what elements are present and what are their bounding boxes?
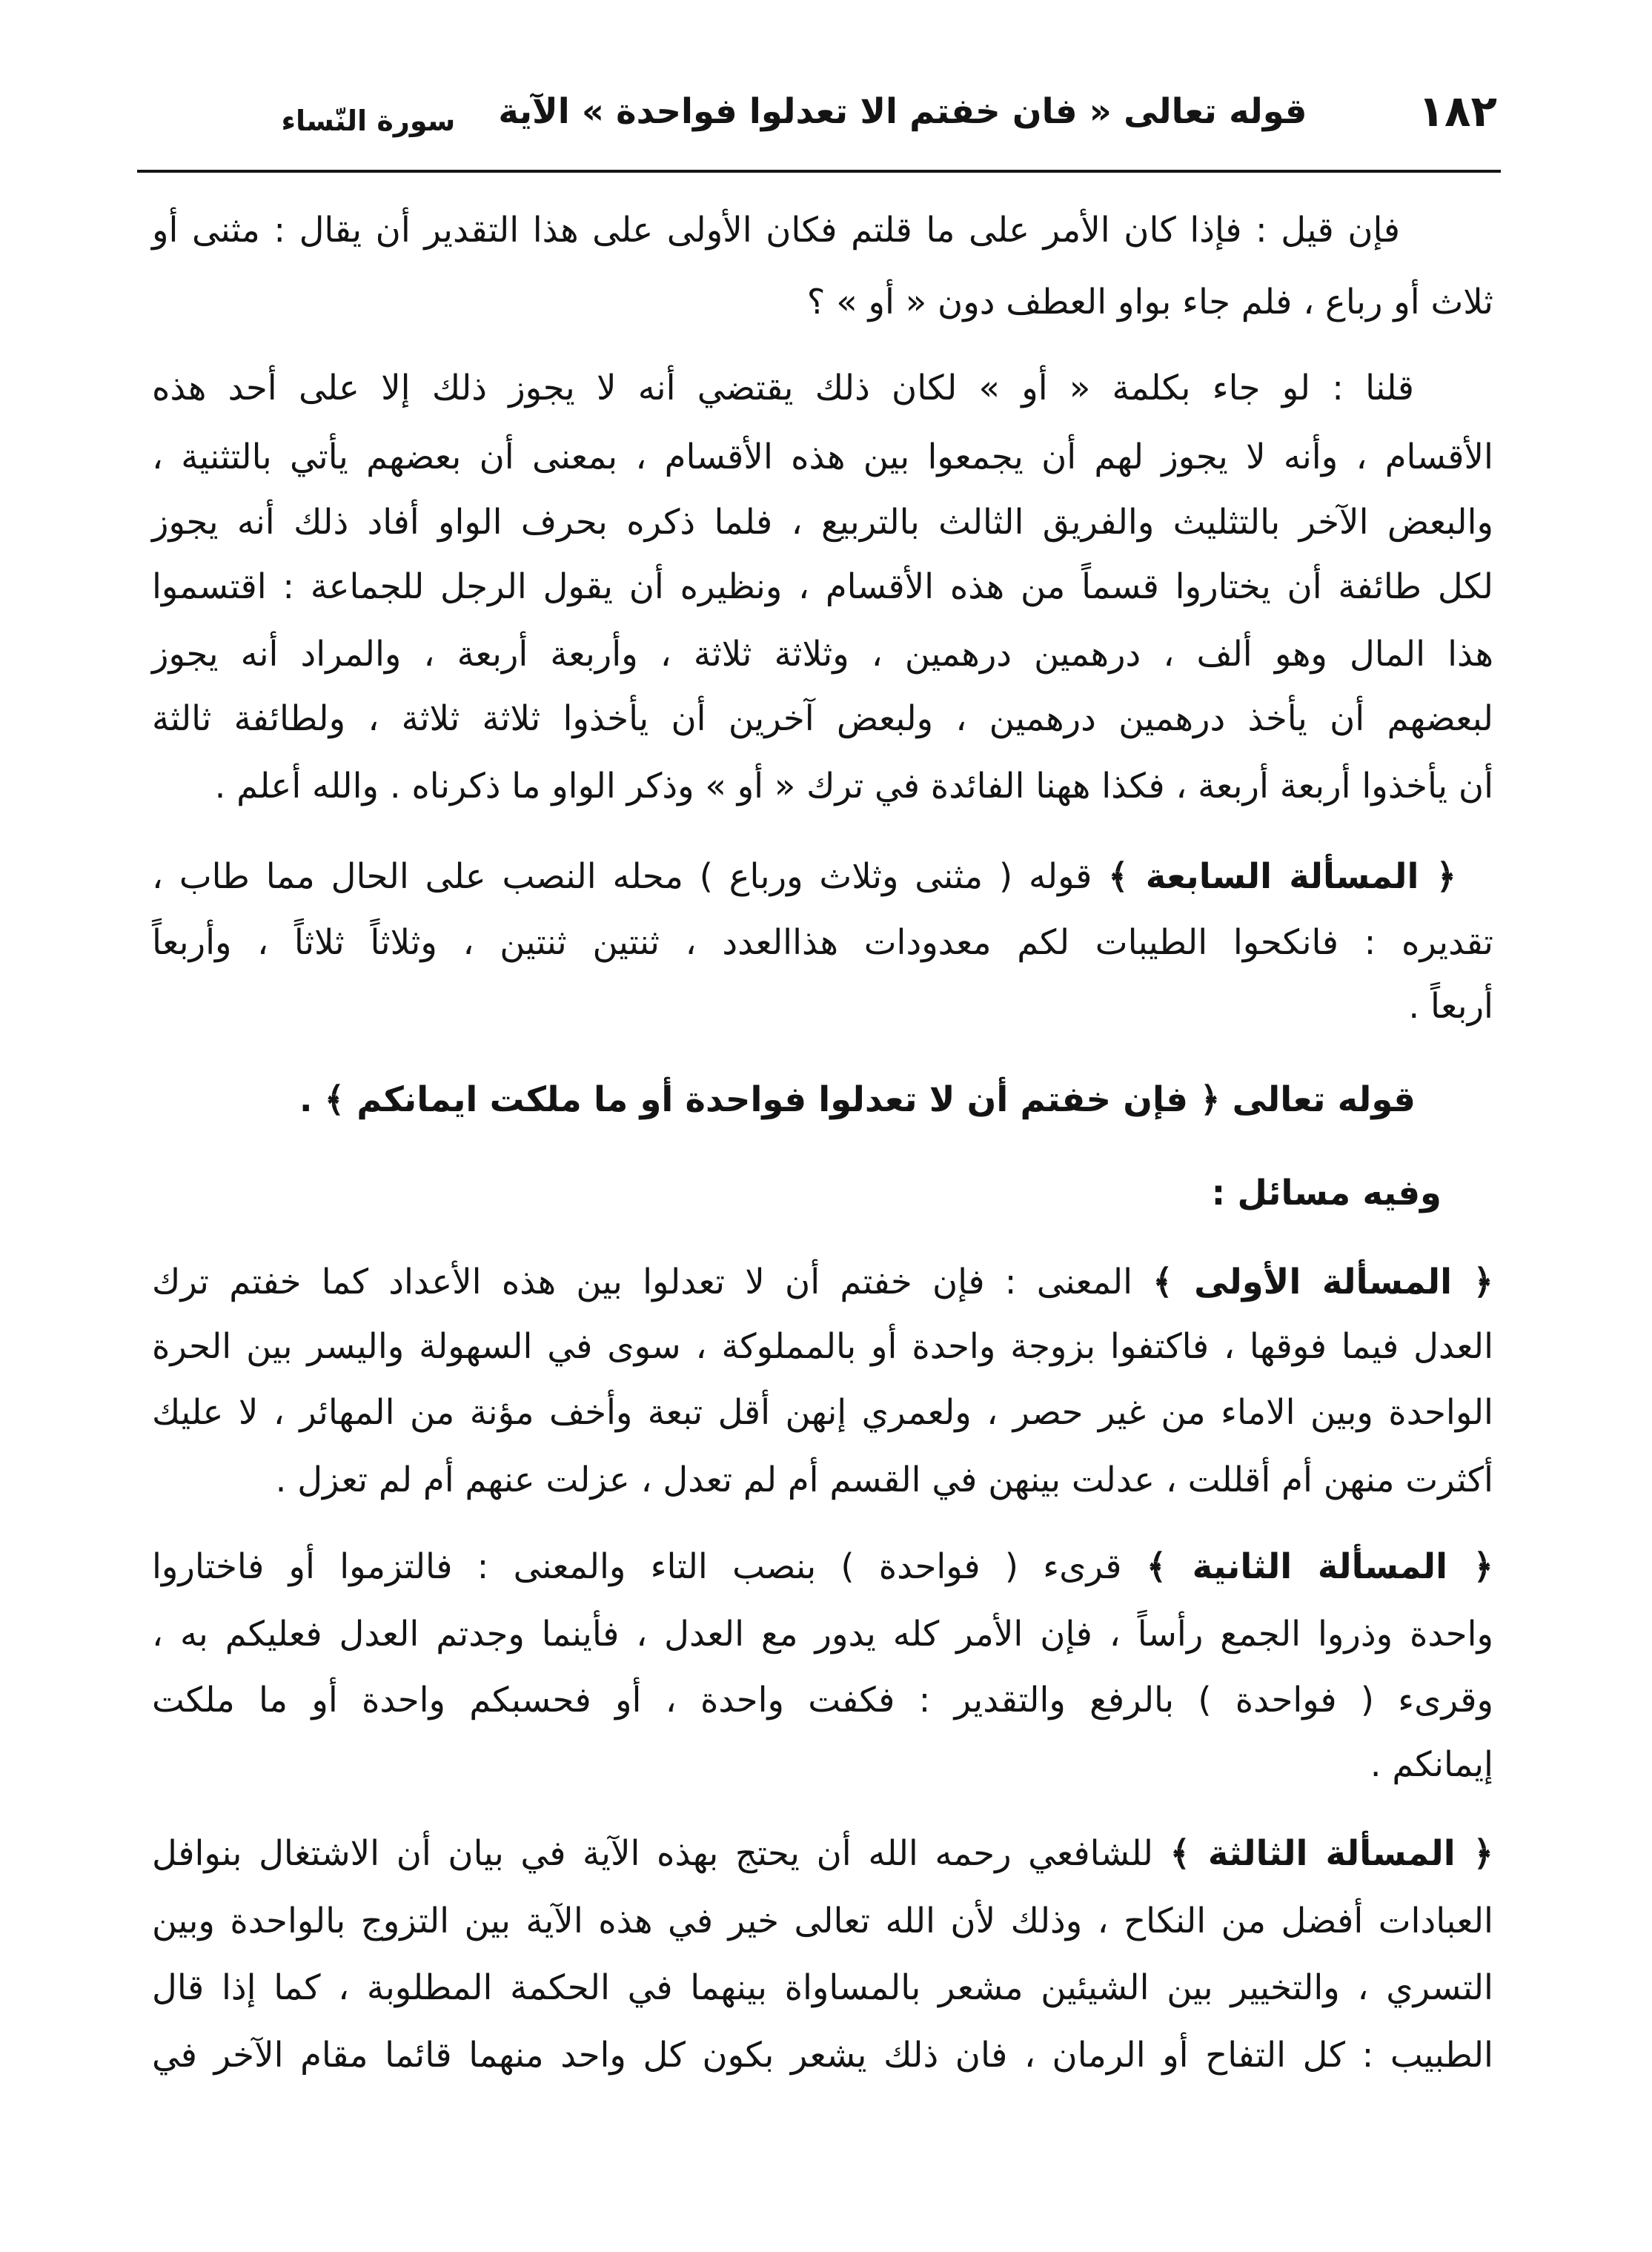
line-text: قوله ( مثنى وثلاث ورباع ) محله النصب على الحال مما طاب ،	[152, 856, 1092, 896]
line-text: تقديره : فانكحوا الطيبات لكم معدودات هذاالعدد ، ثنتين ثنتين ، وثلاثاً ثلاثاً ، وأربعاً	[152, 922, 1493, 962]
text-line	[152, 1447, 1493, 1512]
line-text: للشافعي رحمه الله أن يحتج بهذه الآية في بيان أن الاشتغال بنوافل	[152, 1833, 1153, 1873]
text-line	[152, 1667, 1493, 1732]
line-text: المعنى : فإن خفتم أن لا تعدلوا بين هذه الأعداد كما خفتم ترك	[152, 1262, 1133, 1302]
line-text: واحدة وذروا الجمع رأساً ، فإن الأمر كله يدور مع العدل ، فأينما وجدتم العدل فعليكم به ،	[152, 1614, 1493, 1654]
text-line	[152, 2022, 1493, 2087]
text-line	[152, 1955, 1493, 2020]
line-text: قلنا : لو جاء بكلمة « أو » لكان ذلك يقتضي أنه لا يجوز ذلك إلا على أحد هذه	[152, 368, 1414, 408]
text-line	[152, 753, 1493, 818]
text-line	[152, 269, 1493, 334]
issue-heading: ﴿ المسألة الأولى ﴾	[1152, 1262, 1494, 1302]
running-title: قوله تعالى « فان خفتم الا تعدلوا فواحدة » الآية	[498, 91, 1307, 131]
line-text: لبعضهم أن يأخذ درهمين درهمين ، ولبعض آخرين أن يأخذوا ثلاثة ثلاثة ، ولطائفة ثالثة	[152, 698, 1493, 738]
page-number: ١٨٢	[1418, 86, 1497, 136]
sura-name: سورة النّساء	[281, 105, 456, 138]
text-line	[152, 1888, 1493, 1953]
text-line	[152, 197, 1493, 262]
text-line	[152, 1534, 1493, 1599]
text-line	[152, 844, 1493, 909]
line-text: هذا المال وهو ألف ، درهمين درهمين ، وثلاثة ثلاثة ، وأربعة أربعة ، والمراد أنه يجوز	[152, 634, 1493, 674]
line-text: التسري ، والتخيير بين الشيئين مشعر بالمساواة بينهما في الحكمة المطلوبة ، كما إذا قال	[152, 1967, 1493, 2007]
header-rule	[137, 170, 1501, 173]
text-line	[152, 554, 1493, 619]
line-text: وقرىء ( فواحدة ) بالرفع والتقدير : فكفت واحدة ، أو فحسبكم واحدة أو ما ملكت	[152, 1680, 1493, 1720]
text-line	[152, 424, 1493, 489]
line-text: الواحدة وبين الاماء من غير حصر ، ولعمري إنهن أقل تبعة وأخف مؤنة من المهائر ، لا عليك	[152, 1392, 1493, 1432]
line-text: أن يأخذوا أربعة أربعة ، فكذا ههنا الفائدة في ترك « أو » وذكر الواو ما ذكرناه . والله أعلم .	[214, 766, 1493, 806]
issue-heading: ﴿ المسألة الثانية ﴾	[1146, 1546, 1493, 1586]
quran-verse-line	[152, 1067, 1493, 1132]
text-line	[152, 1314, 1493, 1379]
line-text: فإن قيل : فإذا كان الأمر على ما قلتم فكان الأولى على هذا التقدير أن يقال : مثنى أو	[152, 210, 1400, 250]
line-text: لكل طائفة أن يختاروا قسماً من هذه الأقسام ، ونظيره أن يقول الرجل للجماعة : اقتسموا	[152, 566, 1493, 606]
line-text: أربعاً .	[1408, 986, 1493, 1026]
text-line	[152, 1732, 1493, 1797]
text-line	[152, 910, 1493, 975]
line-text: العدل فيما فوقها ، فاكتفوا بزوجة واحدة أو بالمملوكة ، سوى في السهولة واليسر بين الحرة	[152, 1326, 1493, 1366]
page-header	[281, 74, 1497, 148]
text-line	[152, 686, 1493, 751]
text-line	[152, 621, 1493, 686]
line-text: قرىء ( فواحدة ) بنصب التاء والمعنى : فالتزموا أو فاختاروا	[152, 1546, 1122, 1586]
line-text: والبعض الآخر بالتثليث والفريق الثالث بالتربيع ، فلما ذكره بحرف الواو أفاد ذلك أنه يجوز	[152, 502, 1493, 542]
text-line	[152, 1249, 1493, 1314]
text-line	[152, 1601, 1493, 1666]
line-text: إيمانكم .	[1370, 1744, 1493, 1784]
text-line	[152, 1821, 1493, 1886]
text-line	[152, 1380, 1493, 1445]
line-text: أكثرت منهن أم أقللت ، عدلت بينهن في القسم أم لم تعدل ، عزلت عنهم أم لم تعزل .	[275, 1460, 1493, 1500]
text-line	[152, 489, 1493, 554]
text-line	[152, 355, 1493, 420]
line-text: الأقسام ، وأنه لا يجوز لهم أن يجمعوا بين هذه الأقسام ، بمعنى أن بعضهم يأتي بالتثنية ،	[152, 437, 1493, 477]
line-text: الطبيب : كل التفاح أو الرمان ، فان ذلك يشعر بكون كل واحد منهما قائما مقام الآخر في	[152, 2035, 1493, 2075]
line-text: ثلاث أو رباع ، فلم جاء بواو العطف دون « أو » ؟	[806, 282, 1493, 322]
line-text: وفيه مسائل :	[1211, 1173, 1442, 1213]
issue-heading: ﴿ المسألة الثالثة ﴾	[1170, 1833, 1494, 1873]
text-line	[152, 973, 1493, 1039]
line-text: قوله تعالى ﴿ فإن خفتم أن لا تعدلوا فواحدة أو ما ملكت ايمانكم ﴾ .	[299, 1079, 1416, 1119]
section-intro	[152, 1160, 1493, 1225]
issue-heading: ﴿ المسألة السابعة ﴾	[1108, 856, 1456, 896]
line-text: العبادات أفضل من النكاح ، وذلك لأن الله تعالى خير في هذه الآية بين التزوج بالواحدة وبين	[152, 1901, 1493, 1941]
